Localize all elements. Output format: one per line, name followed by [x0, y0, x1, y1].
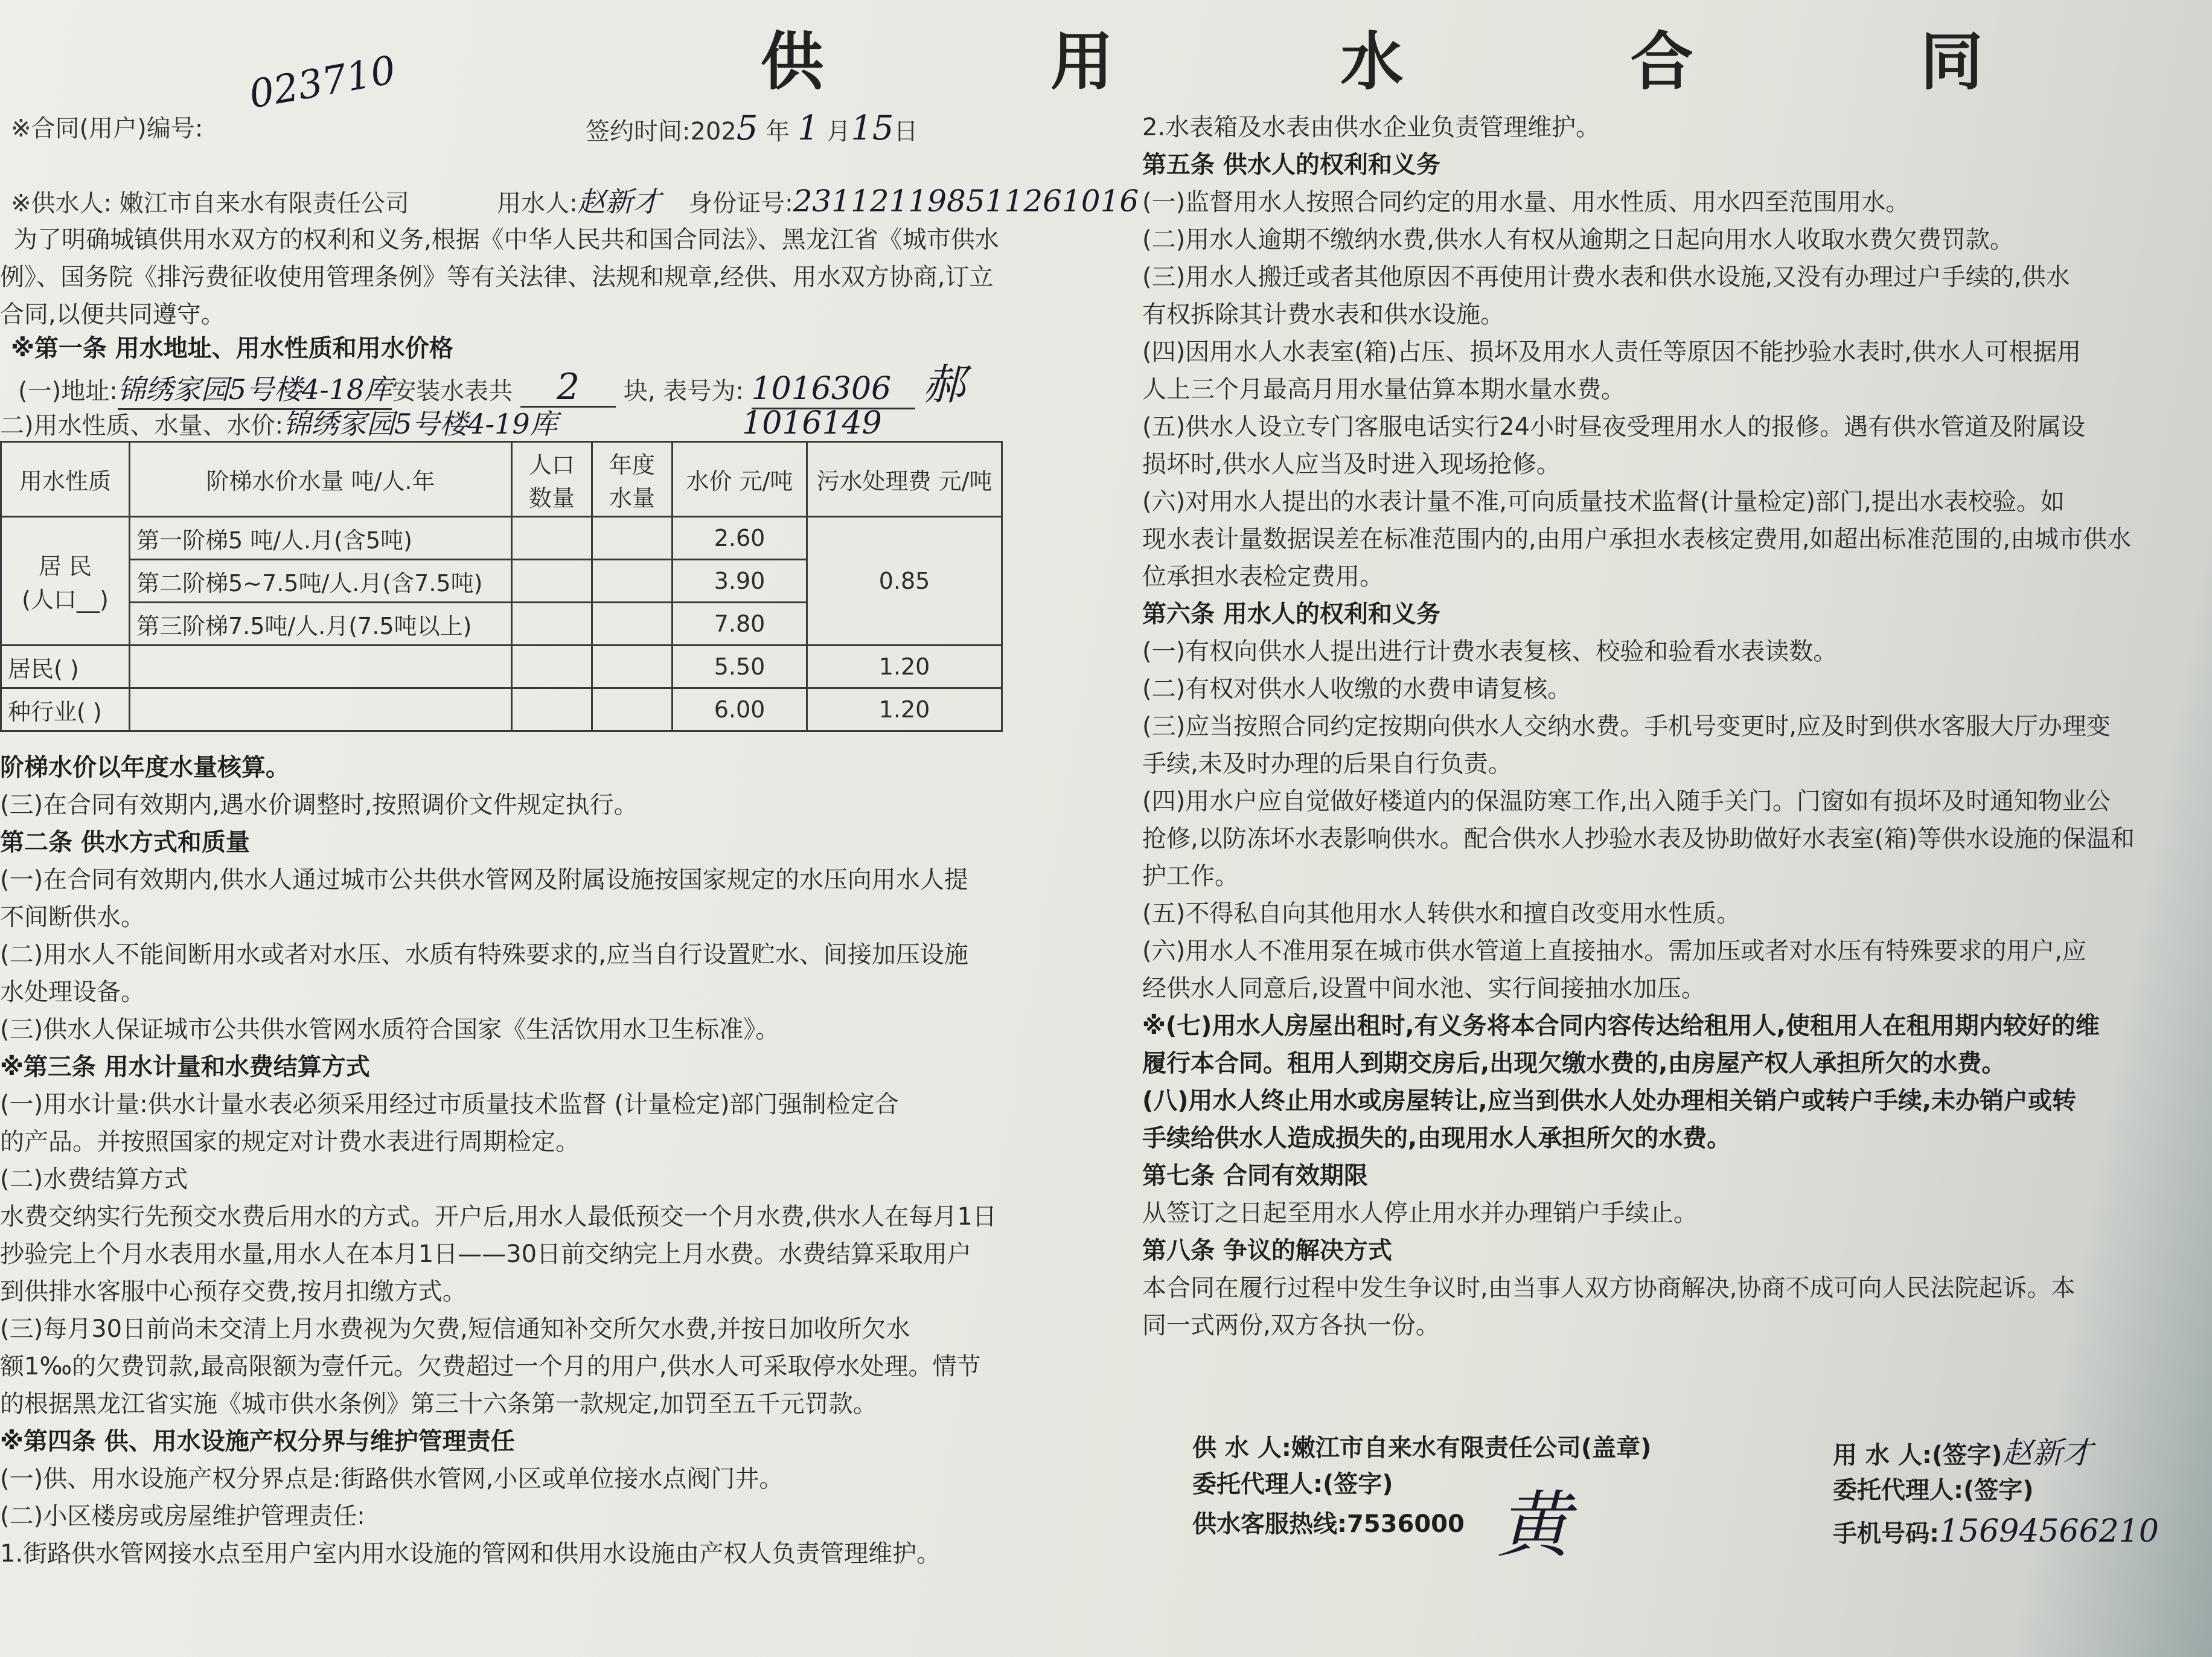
- section-heading: 第八条 争议的解决方式: [1142, 1237, 1392, 1264]
- clause-line: (三)每月30日前尚未交清上月水费视为欠费,短信通知补交所欠水费,并按日加收所欠水: [0, 1315, 910, 1343]
- clause-line: 位承担水表检定费用。: [1142, 563, 1384, 591]
- tier-sewage-fee: 0.85: [807, 517, 1002, 646]
- sign-date-label: 签约时间:: [586, 118, 691, 146]
- resident-population: (人口__): [22, 586, 109, 613]
- clause-line: (六)用水人不准用泵在城市供水管道上直接抽水。需加压或者对水压有特殊要求的用户,应: [1142, 937, 2086, 965]
- page-title: 供 用 水 合 同: [761, 24, 2086, 98]
- table-cell: [592, 517, 673, 560]
- section-heading: 阶梯水价以年度水量核算。: [0, 754, 290, 781]
- meter-count-label: 安装水表共: [392, 377, 513, 405]
- clause-line: (四)用水户应自觉做好楼道内的保温防寒工作,出入随手关门。门窗如有损坏及时通知物业公: [1142, 787, 2111, 815]
- user-signature-line: [1833, 1429, 2092, 1472]
- meter-number-1-hw: 1016306: [752, 370, 916, 409]
- category-price: 5.50: [673, 646, 807, 688]
- clause-line: 同一式两份,双方各执一份。: [1142, 1312, 1440, 1339]
- right-column-text: [1142, 109, 2212, 1344]
- clause-line: 人上三个月最高月用水量估算本期水量水费。: [1142, 376, 1625, 403]
- clause-line: 护工作。: [1142, 862, 1239, 890]
- user-signature-label: 用 水 人:(签字): [1833, 1441, 2003, 1469]
- table-header: 年度水量: [592, 442, 673, 517]
- sign-date-year-hw: 5: [736, 109, 758, 148]
- tier-label: 第三阶梯7.5吨/人.月(7.5吨以上): [130, 603, 512, 646]
- clause-line: (一)监督用水人按照合同约定的用水量、用水性质、用水四至范围用水。: [1142, 188, 1910, 216]
- table-header: 水价 元/吨: [673, 442, 807, 517]
- section-heading: (八)用水人终止用水或房屋转让,应当到供水人处办理相关销户或转户手续,未办销户或转: [1142, 1087, 2076, 1115]
- supplier-agent-line: 委托代理人:(签字): [1192, 1470, 1393, 1498]
- category-sewage-fee: 1.20: [807, 688, 1002, 731]
- sign-date-year-unit: 年: [766, 118, 790, 146]
- table-cell: [592, 560, 673, 603]
- sign-date-day-unit: 日: [893, 118, 918, 146]
- sign-date-day-hw: 15: [851, 109, 894, 148]
- clause-line: 2.水表箱及水表由供水企业负责管理维护。: [1142, 114, 1600, 141]
- intro-line: 合同,以便共同遵守。: [0, 301, 225, 329]
- clause-line: 的根据黑龙江省实施《城市供水条例》第三十六条第一款规定,加罚至五千元罚款。: [0, 1390, 877, 1418]
- sign-date-month-unit: 月: [826, 118, 851, 146]
- intro-line: 为了明确城镇供用水双方的权利和义务,根据《中华人民共和国合同法》、黑龙江省《城市供水: [13, 226, 999, 254]
- parties-line: [11, 182, 1139, 222]
- user-signature-hw: 赵新才: [2002, 1435, 2093, 1470]
- section-heading: 第五条 供水人的权利和义务: [1142, 151, 1440, 179]
- address-hw: 锦绣家园5号楼4-18库: [118, 371, 392, 410]
- phone-line: [1833, 1513, 2159, 1550]
- category-sewage-fee: 1.20: [807, 646, 1002, 688]
- article-1-heading: ※第一条 用水地址、用水性质和用水价格: [11, 335, 453, 362]
- clause-line: (一)在合同有效期内,供水人通过城市公共供水管网及附属设施按国家规定的水压向用水人提: [0, 866, 968, 894]
- id-number-hw: 231121198511261016: [793, 184, 1139, 219]
- clause-line: 1.街路供水管网接水点至用户室内用水设施的管网和供用水设施由产权人负责管理维护。: [0, 1540, 941, 1568]
- resident-label: 居 民: [38, 553, 92, 580]
- clause-line: (三)供水人保证城市公共供水管网水质符合国家《生活饮用水卫生标准》。: [0, 1016, 780, 1043]
- section-heading: 第六条 用水人的权利和义务: [1142, 600, 1440, 628]
- tier-label: 第二阶梯5~7.5吨/人.月(含7.5吨): [130, 560, 512, 603]
- clause-line: 不间断供水。: [0, 903, 145, 931]
- clause-line: 有权拆除其计费水表和供水设施。: [1142, 301, 1504, 329]
- clause-line: (六)对用水人提出的水表计量不准,可向质量技术监督(计量检定)部门,提出水表校验。如: [1142, 488, 2065, 516]
- table-cell: [512, 646, 592, 688]
- table-header: 人口数量: [512, 442, 592, 517]
- table-header: 阶梯水价水量 吨/人.年: [130, 442, 512, 517]
- section-heading: 第二条 供水方式和质量: [0, 828, 250, 856]
- clause-line: (五)供水人设立专门客服电话实行24小时昼夜受理用水人的报修。遇有供水管道及附属设: [1142, 413, 2086, 441]
- sign-date: [586, 110, 918, 150]
- clause-line: 经供水人同意后,设置中间水池、实行间接抽水加压。: [1142, 975, 1705, 1002]
- table-row: [1, 688, 1002, 731]
- sign-date-month-hw: 1: [797, 109, 819, 148]
- table-header-row: [1, 442, 1002, 517]
- clause-line: 手续,未及时办理的后果自行负责。: [1142, 750, 1512, 778]
- table-cell: [592, 688, 673, 731]
- clause-line: 从签订之日起至用水人停止用水并办理销户手续止。: [1142, 1199, 1698, 1227]
- clause-line: (一)供、用水设施产权分界点是:街路供水管网,小区或单位接水点阀门井。: [0, 1465, 784, 1493]
- table-cell: [512, 688, 592, 731]
- section-heading: 手续给供水人造成损失的,由现用水人承担所欠的水费。: [1142, 1124, 1731, 1152]
- category-price: 6.00: [673, 688, 807, 731]
- clause-line: (二)用水人逾期不缴纳水费,供水人有权从逾期之日起向用水人收取水费欠费罚款。: [1142, 226, 2014, 254]
- intro-block: [0, 221, 1038, 333]
- clause-line: (五)不得私自向其他用水人转供水和擅自改变用水性质。: [1142, 900, 1741, 928]
- nature-label: 二)用水性质、水量、水价:: [0, 412, 284, 440]
- user-name-hw: 赵新才: [577, 185, 661, 218]
- clause-line: (三)应当按照合同约定按期向供水人交纳水费。手机号变更时,应及时到供水客服大厅办理变: [1142, 713, 2111, 740]
- clause-line: (二)有权对供水人收缴的水费申请复核。: [1142, 675, 1572, 703]
- tier-label: 第一阶梯5 吨/人.月(含5吨): [130, 517, 512, 560]
- table-cell: [512, 603, 592, 646]
- tier-price: 2.60: [673, 517, 807, 560]
- clause-line: 额1‰的欠费罚款,最高限额为壹仟元。欠费超过一个月的用户,供水人可采取停水处理。情节: [0, 1353, 981, 1380]
- category-label: 居民( ): [1, 646, 130, 688]
- address-2-hw: 锦绣家园5号楼4-19库: [283, 408, 558, 440]
- clause-line: (一)用水计量:供水计量水表必须采用经过市质量技术监督 (计量检定)部门强制检定合: [0, 1091, 899, 1118]
- water-rate-table: [0, 441, 1003, 732]
- table-cell: [512, 517, 592, 560]
- table-header: 用水性质: [1, 442, 130, 517]
- phone-number-hw: 15694566210: [1939, 1513, 2159, 1550]
- clause-line: 抄验完上个月水表用水量,用水人在本月1日——30日前交纳完上月水费。水费结算采取用户: [0, 1240, 972, 1268]
- table-cell: [512, 560, 592, 603]
- handwritten-mark: 郝: [922, 360, 965, 409]
- section-heading: 第七条 合同有效期限: [1142, 1162, 1368, 1190]
- category-label: 种行业( ): [1, 688, 130, 731]
- id-label: 身份证号:: [688, 190, 793, 217]
- user-agent-line: 委托代理人:(签字): [1833, 1476, 2034, 1504]
- clause-line: (二)水费结算方式: [0, 1165, 188, 1193]
- handwritten-contract-number: 023710: [246, 48, 399, 118]
- clause-line: (四)因用水人水表室(箱)占压、损坏及用水人责任等原因不能抄验水表时,供水人可根据用: [1142, 338, 2082, 366]
- clause-line: (二)用水人不能间断用水或者对水压、水质有特殊要求的,应当自行设置贮水、间接加压设施: [0, 941, 968, 969]
- tier-price: 7.80: [673, 603, 807, 646]
- clause-line: 现水表计量数据误差在标准范围内的,由用户承担水表核定费用,如超出标准范围的,由城市供水: [1142, 525, 2132, 553]
- hotline-line: 供水客服热线:7536000: [1192, 1510, 1465, 1538]
- table-cell: [130, 646, 512, 688]
- tier-price: 3.90: [673, 560, 807, 603]
- clause-line: 的产品。并按照国家的规定对计费水表进行周期检定。: [0, 1128, 580, 1156]
- clause-line: (一)有权向供水人提出进行计费水表复核、校验和验看水表读数。: [1142, 638, 1838, 665]
- clause-line: 本合同在履行过程中发生争议时,由当事人双方协商解决,协商不成可向人民法院起诉。本: [1142, 1274, 2076, 1302]
- clause-line: 到供排水客服中心预存交费,按月扣缴方式。: [0, 1278, 467, 1306]
- clause-line: 抢修,以防冻坏水表影响供水。配合供水人抄验水表及协助做好水表室(箱)等供水设施的保温和: [1142, 825, 2135, 853]
- meter-number-2-hw: 1016149: [742, 405, 882, 441]
- table-cell: [130, 688, 512, 731]
- sign-date-year-prefix: 202: [690, 118, 737, 146]
- table-cell: [592, 646, 673, 688]
- clause-line: (三)用水人搬迁或者其他原因不再使用计费水表和供水设施,又没有办理过户手续的,供水: [1142, 263, 2070, 291]
- address-label: (一)地址:: [18, 377, 118, 405]
- address-line: [18, 360, 965, 410]
- left-column-text: [0, 749, 1038, 1572]
- intro-line: 例》、国务院《排污费征收使用管理条例》等有关法律、法规和规章,经供、用水双方协商,订立: [0, 263, 994, 291]
- phone-label: 手机号码:: [1833, 1520, 1939, 1548]
- resident-cell: [1, 517, 130, 646]
- clause-line: 损坏时,供水人应当及时进入现场抢修。: [1142, 450, 1561, 478]
- section-heading: ※第三条 用水计量和水费结算方式: [0, 1053, 370, 1081]
- clause-line: (三)在合同有效期内,遇水价调整时,按照调价文件规定执行。: [0, 791, 638, 819]
- clause-line: 水费交纳实行先预交水费后用水的方式。开户后,用水人最低预交一个月水费,供水人在每月1日: [0, 1203, 997, 1231]
- meter-number-label: 块, 表号为:: [623, 377, 744, 405]
- supplier-signature-hw: 黄: [1497, 1484, 1570, 1568]
- section-heading: 履行本合同。租用人到期交房后,出现欠缴水费的,由房屋产权人承担所欠的水费。: [1142, 1050, 2006, 1077]
- clause-line: 水处理设备。: [0, 978, 145, 1006]
- section-heading: ※(七)用水人房屋出租时,有义务将本合同内容传达给租用人,使租用人在租用期内较好的维: [1142, 1012, 2100, 1040]
- table-row: [1, 646, 1002, 688]
- nature-line: [0, 405, 882, 444]
- table-cell: [592, 603, 673, 646]
- section-heading: ※第四条 供、用水设施产权分界与维护管理责任: [0, 1428, 515, 1455]
- meter-count-hw: 2: [520, 368, 616, 408]
- user-label: 用水人:: [497, 190, 578, 217]
- clause-line: (二)小区楼房或房屋维护管理责任:: [0, 1502, 365, 1530]
- supplier-name: ※供水人: 嫩江市自来水有限责任公司: [11, 190, 409, 217]
- supplier-signature-line: 供 水 人:嫩江市自来水有限责任公司(盖章): [1192, 1434, 1652, 1462]
- table-row: [1, 517, 1002, 560]
- contract-number-label: ※合同(用户)编号:: [11, 115, 203, 143]
- table-header: 污水处理费 元/吨: [807, 442, 1002, 517]
